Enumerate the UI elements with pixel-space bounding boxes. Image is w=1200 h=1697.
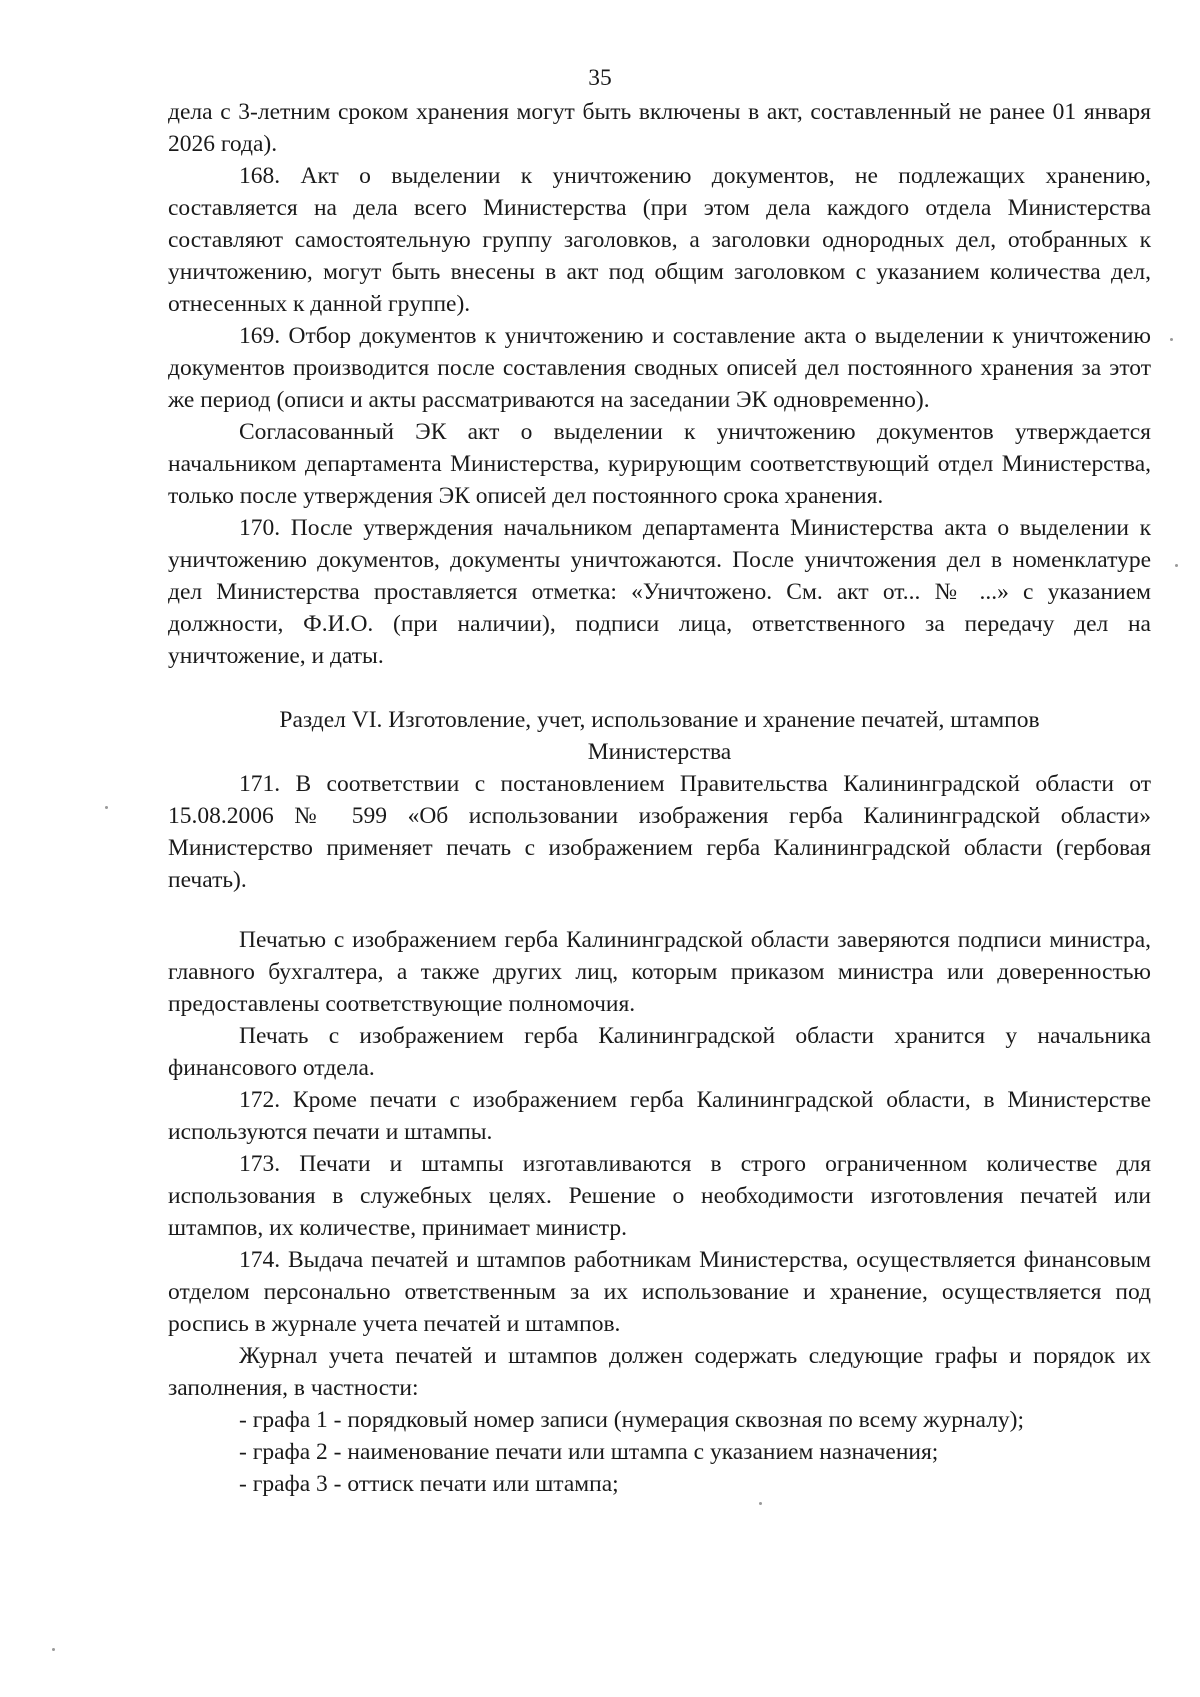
paragraph-168: 168. Акт о выделении к уничтожению документов, не подлежащих хранению, составляется на дела всего Министерства (при этом дела каждого отдела Министерства составляют самостоятельную группу заголовков, а заголовки однородных дел, отобранных к уничтожению, могут быть внесены в акт под общим заголовком с указанием количества дел, отнесенных к данной группе). xyxy=(168,163,1151,317)
section-heading-line-2: Министерства xyxy=(587,739,732,765)
section-heading-line-1: Раздел VI. Изготовление, учет, использование и хранение печатей, штампов xyxy=(279,707,1040,733)
paragraph-169: 169. Отбор документов к уничтожению и составление акта о выделении к уничтожению документов производится после составления сводных описей дел постоянного хранения за этот же период (описи и акты рассматриваются на заседании ЭК одновременно). xyxy=(168,323,1151,413)
spacer xyxy=(168,896,1151,924)
document-body xyxy=(168,96,1151,1500)
paragraph-173: 173. Печати и штампы изготавливаются в строго ограниченном количестве для использования в служебных целях. Решение о необходимости изготовления печатей или штампов, их количестве, принимает министр. xyxy=(168,1151,1151,1241)
paragraph-170: 170. После утверждения начальником департамента Министерства акта о выделении к уничтожению документов, документы уничтожаются. После уничтожения дел в номенклатуре дел Министерства проставляется отметка: «Уничтожено. См. акт от... № ...» с указанием должности, Ф.И.О. (при наличии), подписи лица, ответственного за передачу дел на уничтожение, и даты. xyxy=(168,515,1151,669)
spacer xyxy=(168,672,1151,704)
scan-speck xyxy=(52,1648,55,1651)
paragraph-journal-columns: Журнал учета печатей и штампов должен содержать следующие графы и порядок их заполнения, в частности: xyxy=(168,1343,1151,1401)
scan-speck xyxy=(1175,564,1178,567)
paragraph-seal-storage: Печать с изображением герба Калининградской области хранится у начальника финансового отдела. xyxy=(168,1023,1151,1081)
scan-speck xyxy=(1170,338,1173,341)
page-number: 35 xyxy=(588,65,612,91)
paragraph-174: 174. Выдача печатей и штампов работникам Министерства, осуществляется финансовым отделом персонально ответственным за их использование и хранение, осуществляется под роспись в журнале учета печатей и штампов. xyxy=(168,1247,1151,1337)
scan-speck xyxy=(105,806,108,809)
list-item-column-1: - графа 1 - порядковый номер записи (нумерация сквозная по всему журналу); xyxy=(239,1407,1025,1433)
paragraph-continuation: дела с 3-летним сроком хранения могут быть включены в акт, составленный не ранее 01 января 2026 года). xyxy=(168,99,1151,157)
paragraph-seal-certification: Печатью с изображением герба Калининградской области заверяются подписи министра, главного бухгалтера, а также других лиц, которым приказом министра или доверенностью предоставлены соответствующие полномочия. xyxy=(168,927,1151,1017)
paragraph-171: 171. В соответствии с постановлением Правительства Калининградской области от 15.08.2006 № 599 «Об использовании изображения герба Калининградской области» Министерство применяет печать с изображением герба Калининградской области (гербовая печать). xyxy=(168,771,1151,893)
paragraph-172: 172. Кроме печати с изображением герба Калининградской области, в Министерстве используются печати и штампы. xyxy=(168,1087,1151,1145)
list-item-column-3: - графа 3 - оттиск печати или штампа; xyxy=(239,1471,619,1497)
list-item-column-2: - графа 2 - наименование печати или штампа с указанием назначения; xyxy=(239,1439,939,1465)
paragraph-ek-act-approval: Согласованный ЭК акт о выделении к уничтожению документов утверждается начальником департамента Министерства, курирующим соответствующий отдел Министерства, только после утверждения ЭК описей дел постоянного срока хранения. xyxy=(168,419,1151,509)
scan-speck xyxy=(759,1502,762,1505)
